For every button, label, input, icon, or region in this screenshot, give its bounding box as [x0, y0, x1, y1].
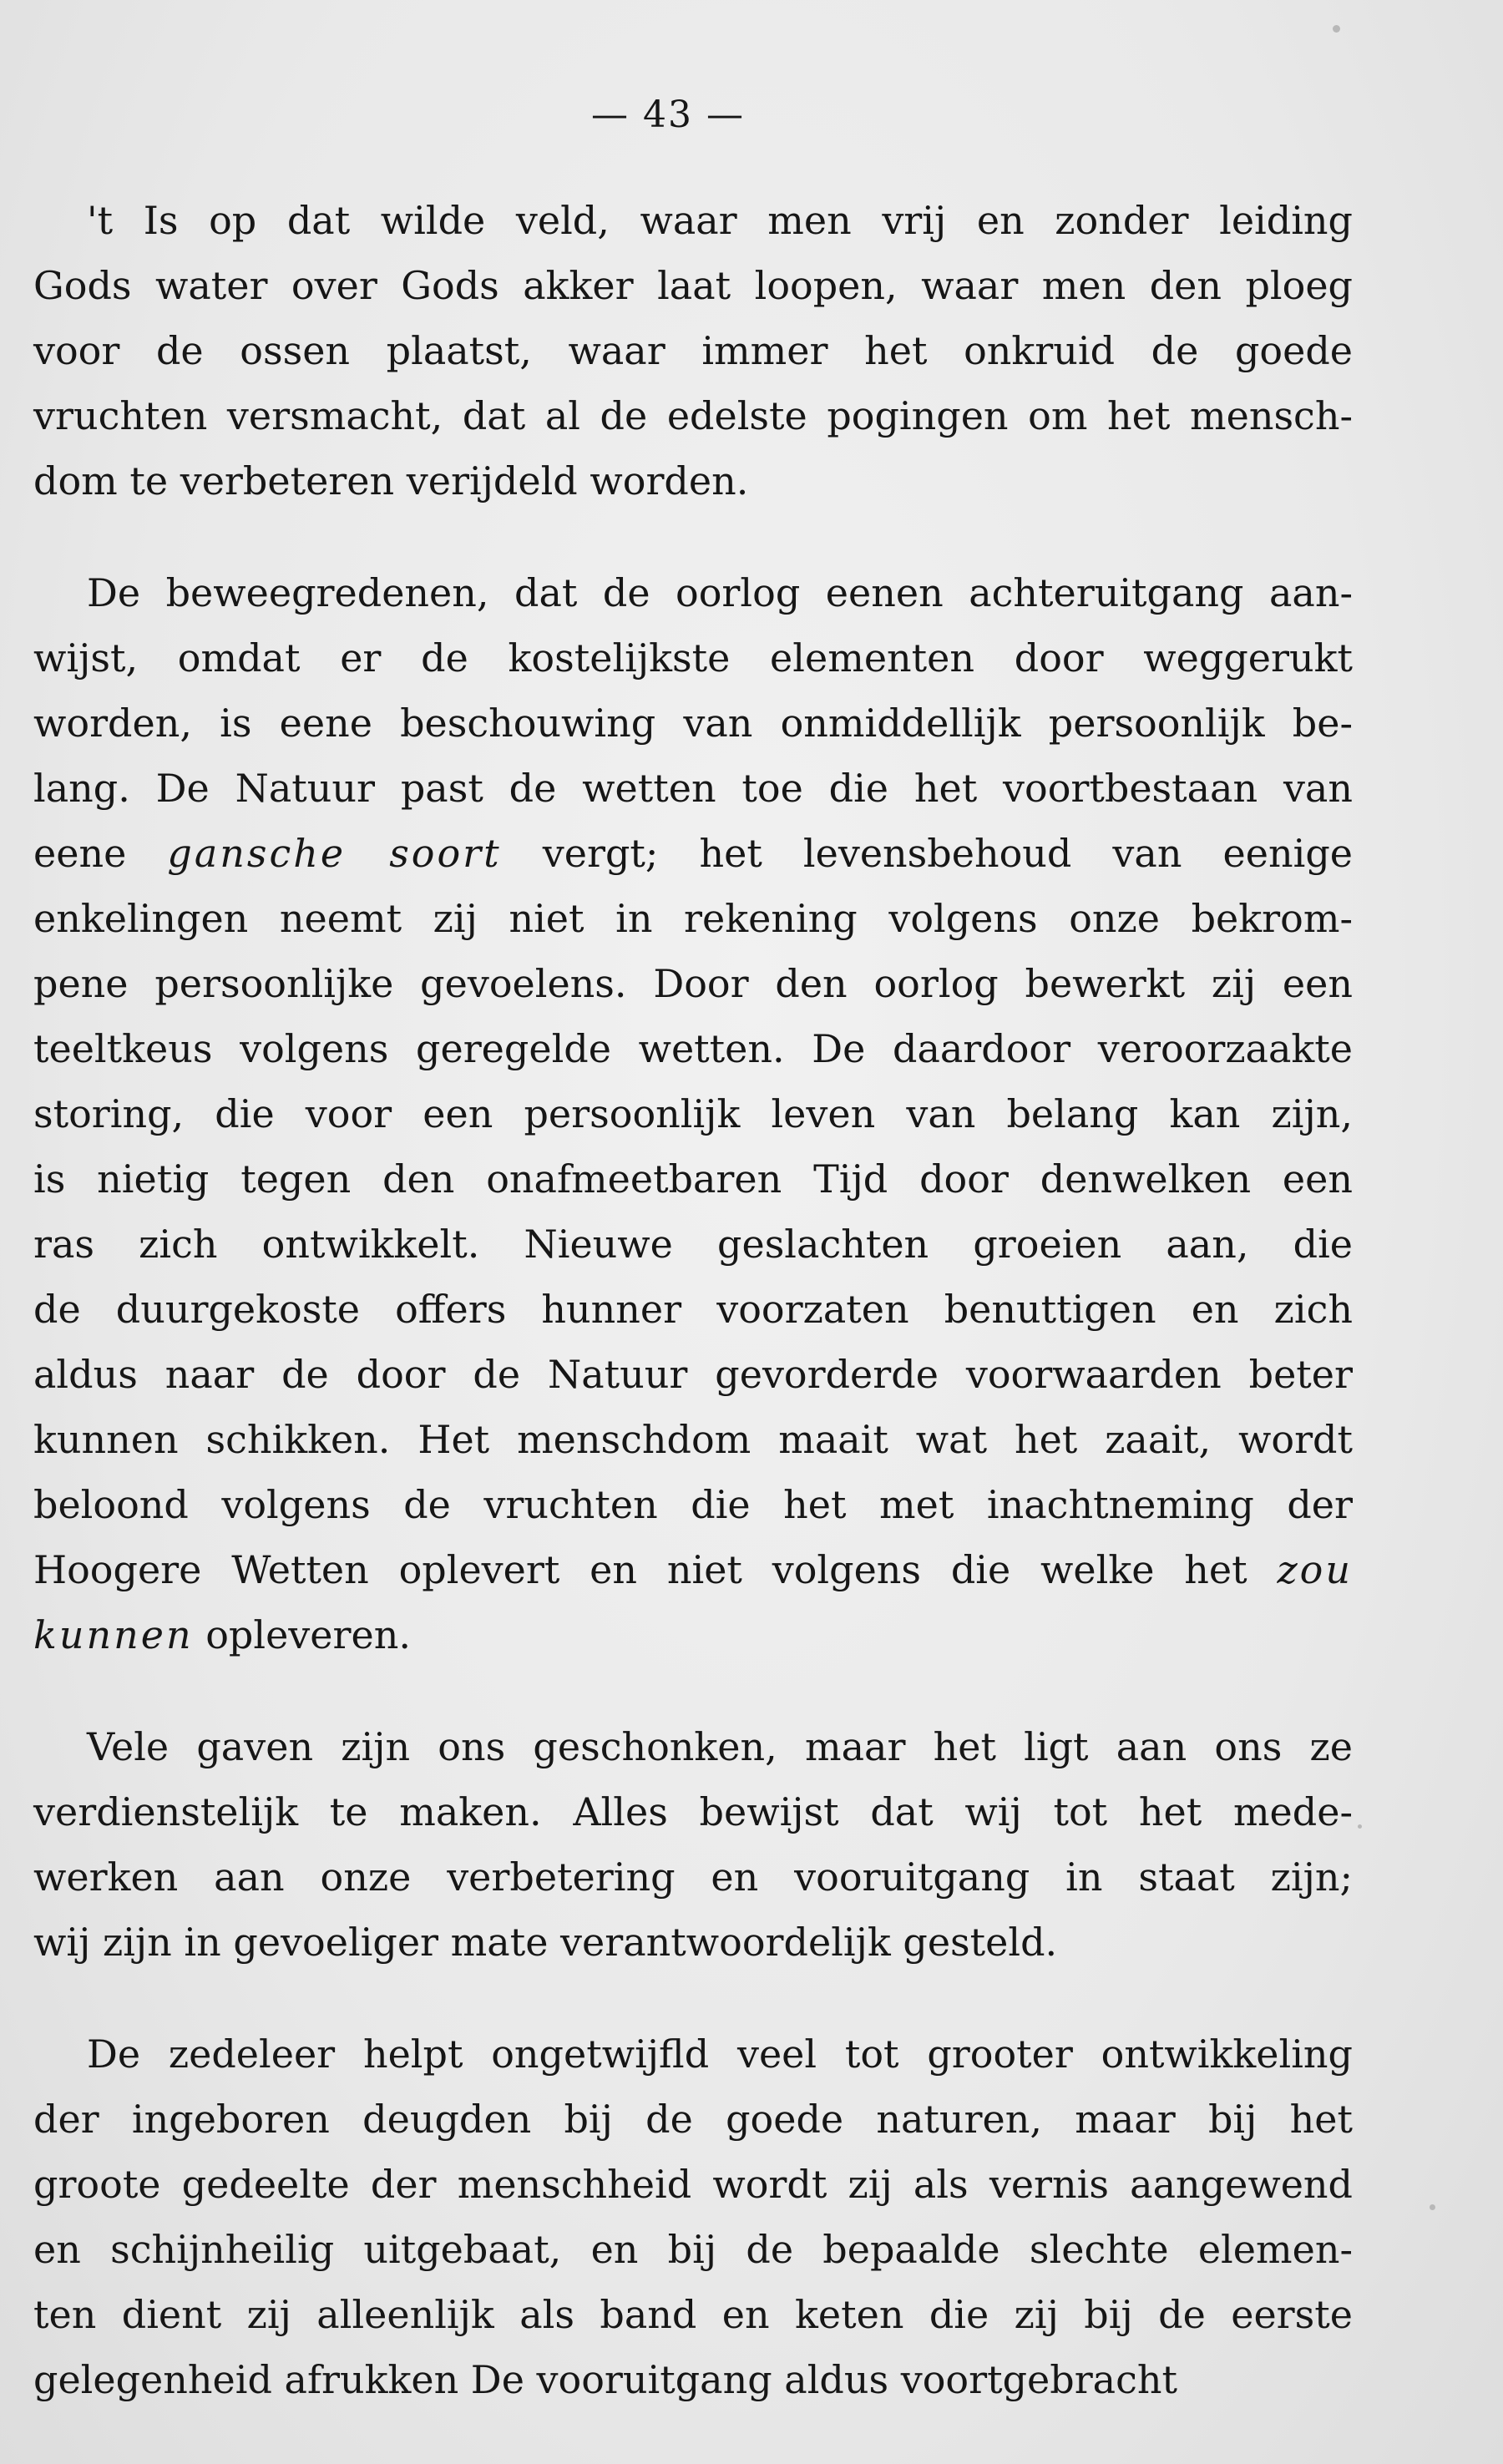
text-line: Vele gaven zijn ons geschonken, maar het ligt aan ons ze — [87, 1724, 1353, 1769]
text-line: lang. De Natuur past de wetten toe die het voortbestaan van — [33, 766, 1353, 811]
text-line: eene gansche soort vergt; het levensbehoud van eenige — [33, 831, 1353, 876]
text-line: groote gedeelte der menschheid wordt zij als vernis aangewend — [33, 2162, 1353, 2207]
text-line: gelegenheid afrukken De vooruitgang aldus voortgebracht — [33, 2357, 1177, 2402]
text-line: ten dient zij alleenlijk als band en keten die zij bij de eerste — [33, 2292, 1353, 2337]
text-line: enkelingen neemt zij niet in rekening volgens onze bekrom- — [33, 896, 1353, 941]
paper-speck — [1358, 1824, 1362, 1829]
text-line: pene persoonlijke gevoelens. Door den oorlog bewerkt zij een — [33, 961, 1353, 1006]
text-line: aldus naar de door de Natuur gevorderde voorwaarden beter — [33, 1352, 1353, 1397]
text-line: worden, is eene beschouwing van onmiddellijk persoonlijk be- — [33, 701, 1353, 746]
text-line: verdienstelijk te maken. Alles bewijst dat wij tot het mede- — [33, 1789, 1353, 1834]
paragraph — [33, 560, 1353, 1667]
text-line: De zedeleer helpt ongetwijfld veel tot grooter ontwikkeling — [87, 2031, 1353, 2077]
text-line: Gods water over Gods akker laat loopen, waar men den ploeg — [33, 263, 1353, 308]
text-line: Hoogere Wetten oplevert en niet volgens die welke het zou — [33, 1547, 1353, 1592]
text-line: wijst, omdat er de kostelijkste elementen door weggerukt — [33, 635, 1353, 681]
text-line: wij zijn in gevoeliger mate verantwoordelijk gesteld. — [33, 1920, 1058, 1965]
text-line: storing, die voor een persoonlijk leven van belang kan zijn, — [33, 1091, 1353, 1136]
text-line: beloond volgens de vruchten die het met inachtneming der — [33, 1482, 1353, 1527]
text-line: werken aan onze verbetering en vooruitgang in staat zijn; — [33, 1854, 1353, 1900]
text-line: De beweegredenen, dat de oorlog eenen achteruitgang aan- — [87, 570, 1353, 615]
text-line: vruchten versmacht, dat al de edelste pogingen om het mensch- — [33, 393, 1353, 438]
paragraph — [33, 2021, 1353, 2412]
text-line: en schijnheilig uitgebaat, en bij de bepaalde slechte elemen- — [33, 2227, 1353, 2272]
paper-speck — [1430, 2204, 1435, 2210]
text-line: 't Is op dat wilde veld, waar men vrij en zonder leiding — [87, 198, 1353, 243]
text-line: voor de ossen plaatst, waar immer het onkruid de goede — [33, 328, 1353, 373]
text-line: de duurgekoste offers hunner voorzaten benuttigen en zich — [33, 1287, 1353, 1332]
text-line: teeltkeus volgens geregelde wetten. De daardoor veroorzaakte — [33, 1026, 1353, 1071]
paper-speck — [1333, 25, 1340, 33]
paragraph — [33, 188, 1353, 514]
paragraph — [33, 1714, 1353, 1975]
text-line: is nietig tegen den onafmeetbaren Tijd door denwelken een — [33, 1156, 1353, 1202]
text-line: der ingeboren deugden bij de goede naturen, maar bij het — [33, 2097, 1353, 2142]
text-line: ras zich ontwikkelt. Nieuwe geslachten groeien aan, die — [33, 1222, 1353, 1267]
page-number: — 43 — — [591, 94, 745, 136]
body-text — [33, 188, 1353, 2459]
text-line: kunnen schikken. Het menschdom maait wat het zaait, wordt — [33, 1417, 1353, 1462]
text-line: dom te verbeteren verijdeld worden. — [33, 458, 749, 503]
text-line: kunnen opleveren. — [33, 1612, 411, 1657]
